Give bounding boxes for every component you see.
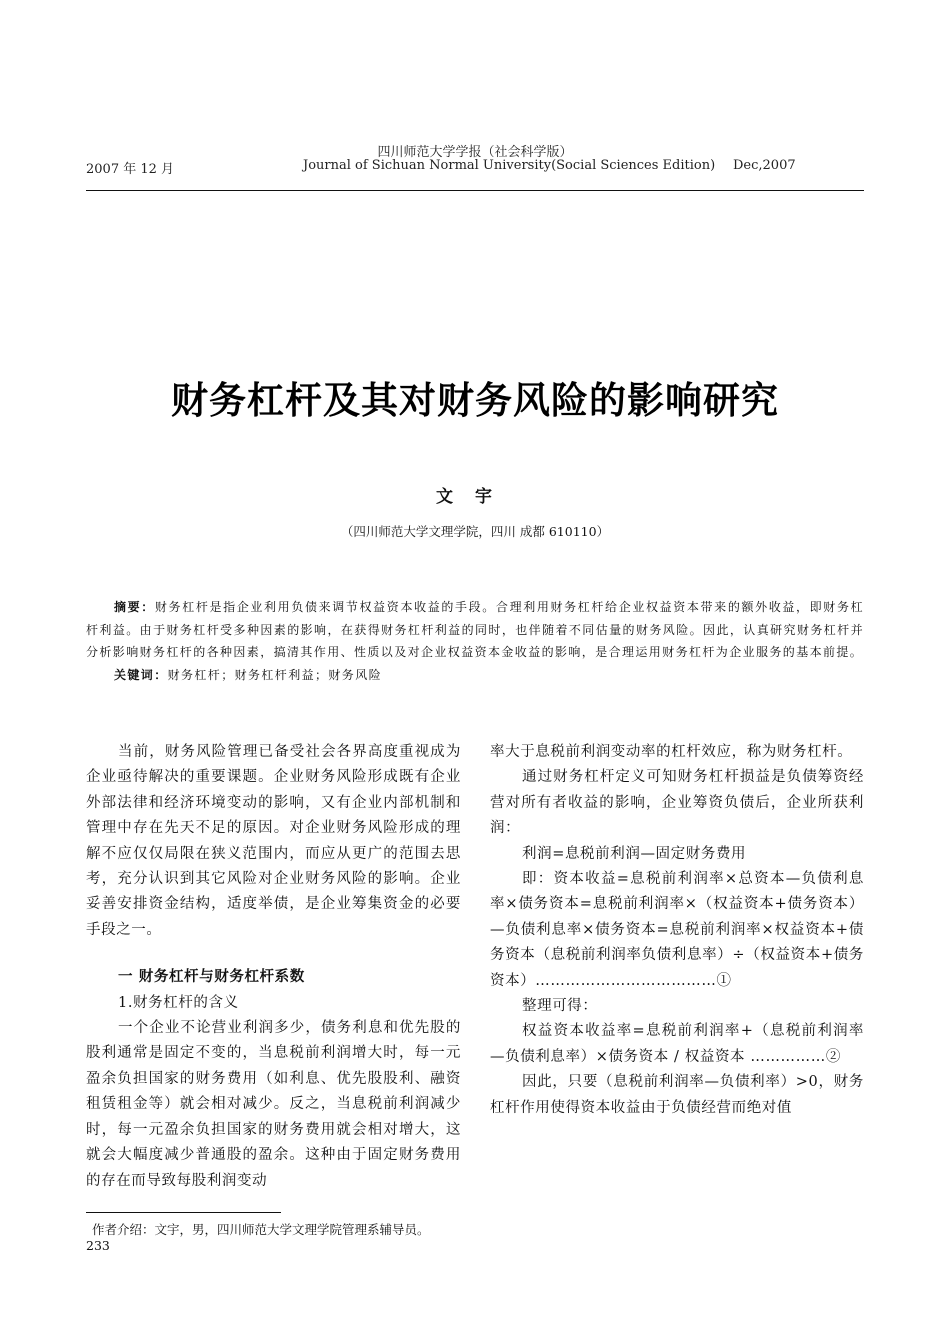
left-column bbox=[86, 740, 461, 1194]
author-affiliation: （四川师范大学文理学院，四川 成都 610110） bbox=[340, 524, 610, 539]
page-number: 233 bbox=[86, 1238, 110, 1253]
author-footnote: 作者介绍：文宇，男，四川师范大学文理学院管理系辅导员。 bbox=[92, 1222, 430, 1237]
header-rule bbox=[86, 190, 864, 191]
formula-capital-return: 即：资本收益=息税前利润率×总资本—负债利息率×债务资本=息税前利润率×（权益资本+债务资本）—负债利息率×债务资本=息税前利润率×权益资本+债务资本（息税前利润率负债利息率）÷（权益资本+债务资本）………………………………① bbox=[490, 871, 864, 989]
journal-name-en: Journal of Sichuan Normal University(Social Sciences Edition) bbox=[303, 158, 716, 173]
abstract-paragraph bbox=[86, 596, 864, 664]
journal-name-cn: 四川师范大学学报（社会科学版） bbox=[377, 145, 573, 160]
body-paragraph: 因此，只要（息税前利润率—负债利率）>0，财务杠杆作用使得资本收益由于负债经营而绝对值 bbox=[490, 1074, 864, 1116]
section-heading-1: 一 财务杠杆与财务杠杆系数 bbox=[118, 969, 305, 986]
keywords-paragraph bbox=[86, 664, 864, 687]
abstract-label: 摘要： bbox=[114, 600, 155, 614]
abstract-block bbox=[86, 596, 864, 686]
formula-equity-return: 权益资本收益率=息税前利润率+（息税前利润率—负债利息率）×债务资本 / 权益资本 ……………② bbox=[490, 1023, 864, 1065]
formula-profit: 利润=息税前利润—固定财务费用 bbox=[522, 845, 747, 862]
issue-date-en: Dec,2007 bbox=[733, 158, 796, 173]
keywords-text: 财务杠杆；财务杠杆利益；财务风险 bbox=[167, 667, 383, 682]
author-name: 文宇 bbox=[436, 487, 514, 507]
subsection-heading-1: 1.财务杠杆的含义 bbox=[118, 994, 239, 1011]
keywords-label: 关键词： bbox=[114, 667, 168, 682]
abstract-text: 财务杠杆是指企业利用负债来调节权益资本收益的手段。合理利用财务杠杆给企业权益资本带来的额外收益，即财务杠杆利益。由于财务杠杆受多种因素的影响，在获得财务杠杆利益的同时，也伴随着不同估量的财务风险。因此，认真研究财务杠杆并分析影响财务杠杆的各种因素，搞清其作用、性质以及对企业权益资本金收益的影响，是合理运用财务杠杆为企业服务的基本前提。 bbox=[86, 600, 864, 659]
paper-title: 财务杠杆及其对财务风险的影响研究 bbox=[171, 379, 779, 422]
issue-date-cn: 2007 年 12 月 bbox=[86, 162, 175, 177]
footnote-rule bbox=[86, 1212, 281, 1213]
right-column bbox=[490, 740, 864, 1121]
body-paragraph: 一个企业不论营业利润多少，债务利息和优先股的股利通常是固定不变的，当息税前利润增大时，每一元盈余负担国家的财务费用（如利息、优先股股利、融资租赁租金等）就会相对减少。反之，当息税前利润减少时，每一元盈余负担国家的财务费用就会相对增大，这就会大幅度减少普通股的盈余。这种由于固定财务费用的存在而导致每股利润变动 bbox=[86, 1020, 461, 1189]
intro-paragraph: 当前，财务风险管理已备受社会各界高度重视成为企业亟待解决的重要课题。企业财务风险形成既有企业外部法律和经济环境变动的影响，又有企业内部机制和管理中存在先天不足的原因。对企业财务风险形成的理解不应仅仅局限在狭义范围内，而应从更广的范围去思考，充分认识到其它风险对企业财务风险的影响。企业妥善安排资金结构，适度举债，是企业筹集资金的必要手段之一。 bbox=[86, 744, 461, 938]
body-paragraph: 通过财务杠杆定义可知财务杠杆损益是负债筹资经营对所有者收益的影响，企业筹资负债后，企业所获利润： bbox=[490, 769, 864, 837]
continued-paragraph: 率大于息税前利润变动率的杠杆效应，称为财务杠杆。 bbox=[490, 744, 853, 760]
formula-intro-label: 整理可得： bbox=[522, 998, 598, 1015]
